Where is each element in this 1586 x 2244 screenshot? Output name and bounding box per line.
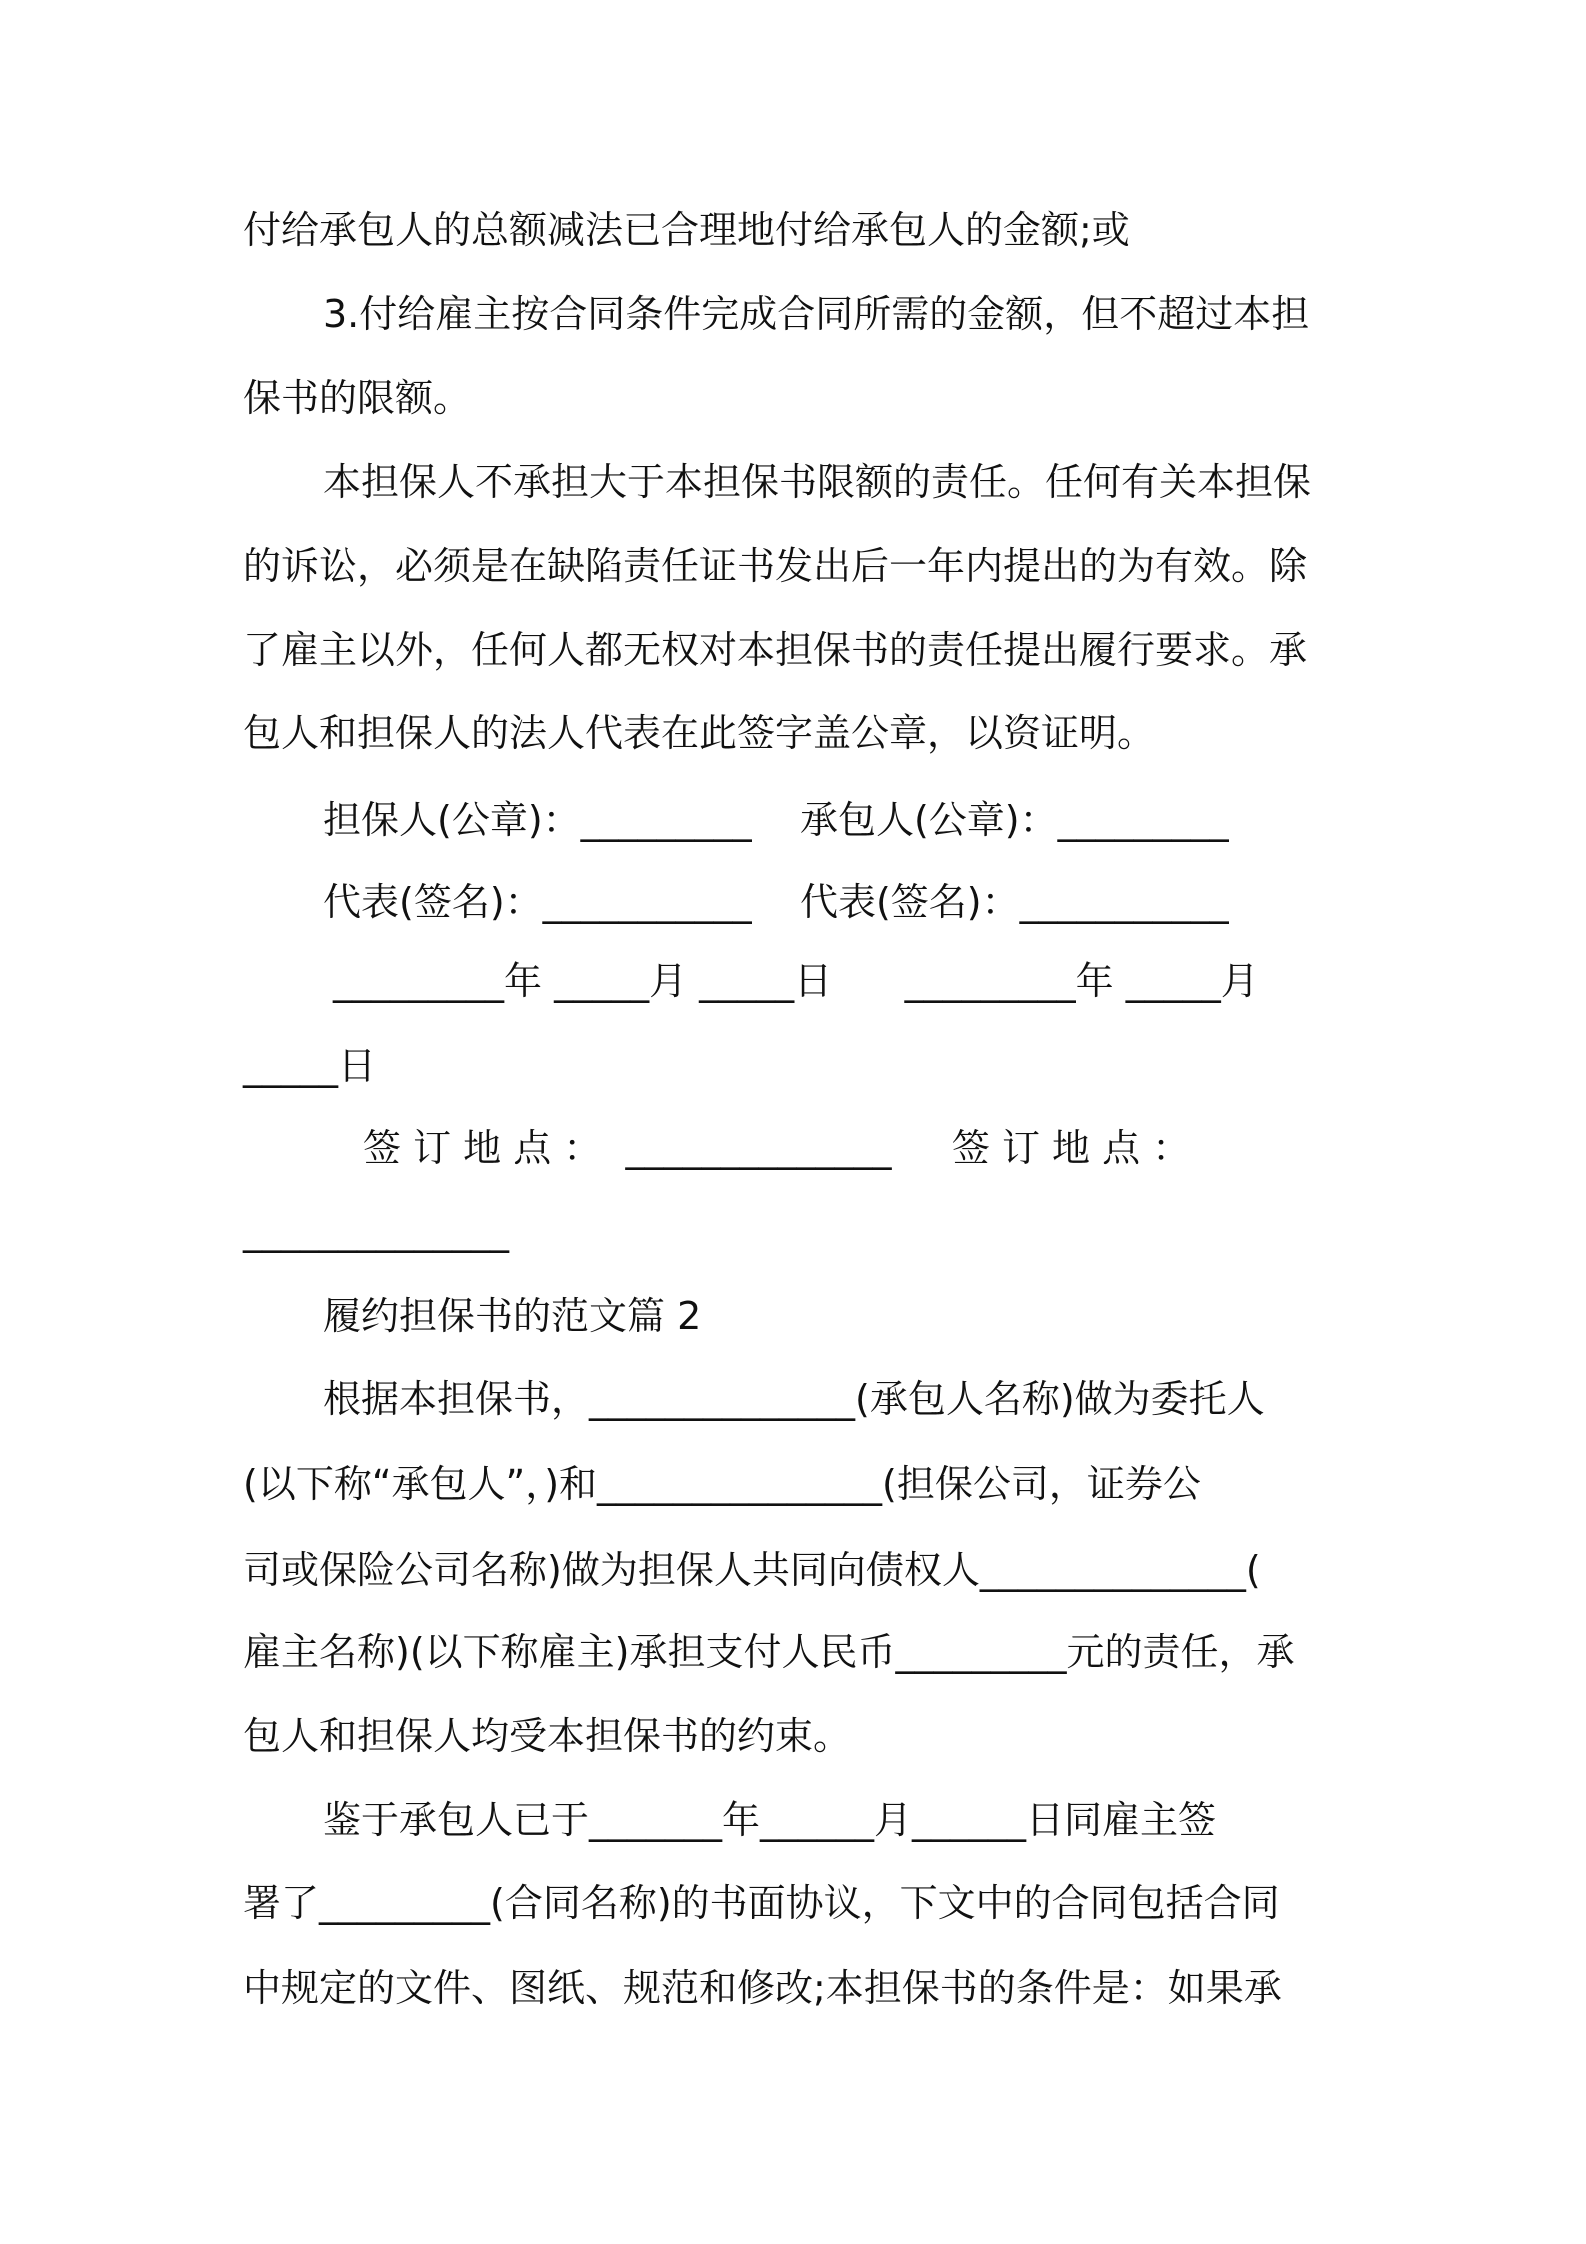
date-line-continued: _____日 — [243, 1044, 377, 1088]
text-line: 根据本担保书，______________(承包人名称)做为委托人 — [323, 1377, 1265, 1421]
date-line: _________年 _____月 _____日 _________年 _____月 — [333, 959, 1259, 1003]
signing-place-blank: ______________ — [243, 1209, 509, 1253]
text-line: 本担保人不承担大于本担保书限额的责任。任何有关本担保 — [323, 460, 1312, 504]
text-line: 司或保险公司名称)做为担保人共同向债权人______________( — [243, 1548, 1261, 1592]
signing-place-line: 签 订 地 点 ： ______________ 签 订 地 点 ： — [363, 1126, 1191, 1170]
text-line: (以下称“承包人”，)和_______________(担保公司，证券公 — [243, 1462, 1201, 1506]
text-line: 3.付给雇主按合同条件完成合同所需的金额，但不超过本担 — [323, 292, 1310, 336]
text-line: 雇主名称)(以下称雇主)承担支付人民币_________元的责任，承 — [243, 1630, 1295, 1674]
text-line: 署了_________(合同名称)的书面协议，下文中的合同包括合同 — [243, 1881, 1280, 1925]
text-line: 付给承包人的总额减法已合理地付给承包人的金额;或 — [243, 208, 1130, 252]
text-line: 的诉讼，必须是在缺陷责任证书发出后一年内提出的为有效。除 — [243, 544, 1308, 588]
text-line: 鉴于承包人已于_______年______月______日同雇主签 — [323, 1798, 1217, 1842]
text-line: 包人和担保人均受本担保书的约束。 — [243, 1714, 852, 1758]
text-line: 包人和担保人的法人代表在此签字盖公章，以资证明。 — [243, 711, 1156, 755]
text-line: 了雇主以外，任何人都无权对本担保书的责任提出履行要求。承 — [243, 628, 1308, 672]
signature-line-representative: 代表(签名)：___________ 代表(签名)：___________ — [323, 880, 1229, 924]
section-heading: 履约担保书的范文篇 2 — [323, 1294, 702, 1338]
signature-line-seal: 担保人(公章)：_________ 承包人(公章)：_________ — [323, 798, 1229, 842]
text-line: 保书的限额。 — [243, 376, 472, 420]
text-line: 中规定的文件、图纸、规范和修改;本担保书的条件是：如果承 — [243, 1966, 1282, 2010]
